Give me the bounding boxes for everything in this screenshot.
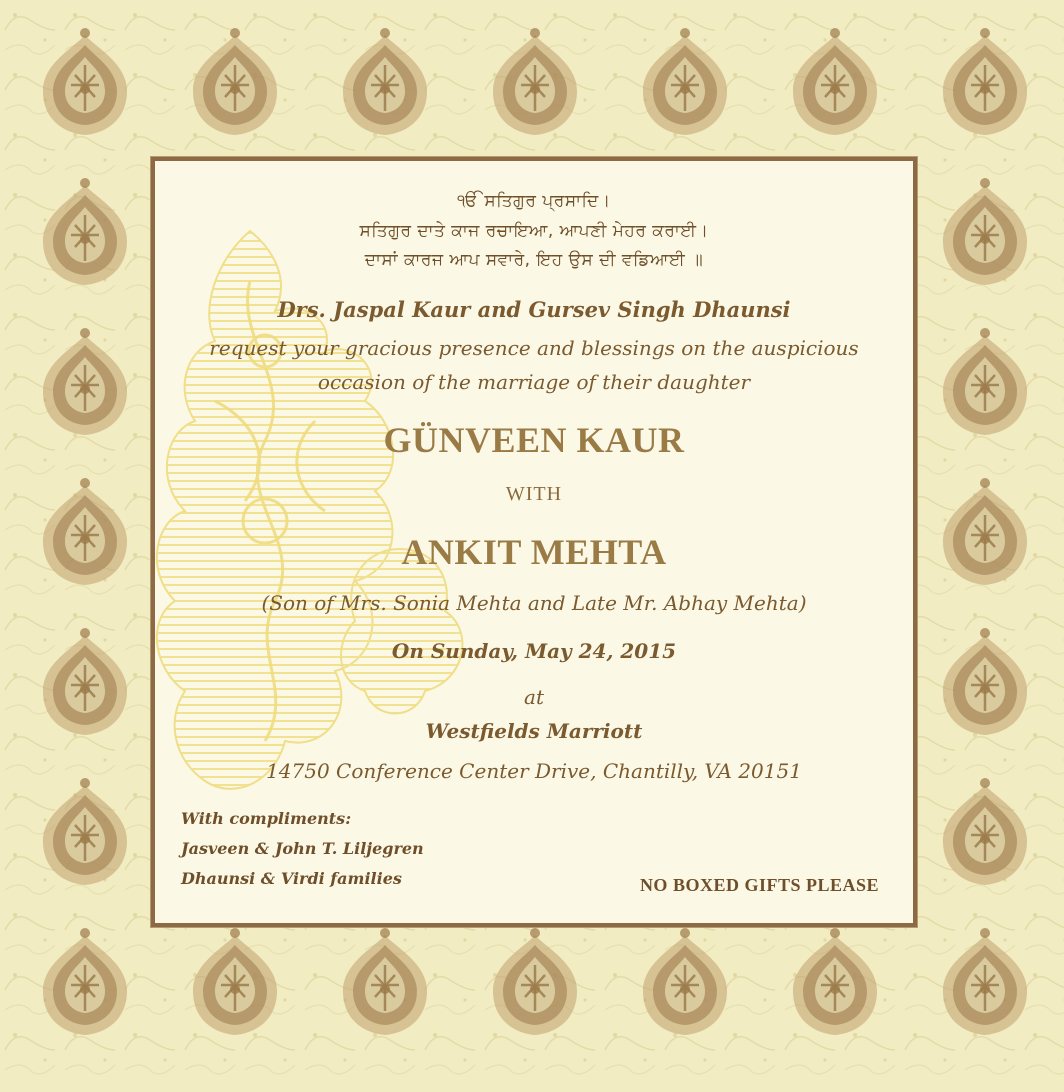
blessing-line-2: ਸਤਿਗੁਰ ਦਾਤੇ ਕਾਜ ਰਚਾਇਆ, ਆਪਣੀ ਮੇਹਰ ਕਰਾਈ। xyxy=(359,221,709,241)
request-line-1: request your gracious presence and blessings on the auspicious xyxy=(209,336,859,360)
blessing-line-1: ੴ ਸਤਿਗੁਰ ਪ੍ਰਸਾਦਿ। xyxy=(457,191,611,211)
bride-name: GÜNVEEN KAUR xyxy=(383,420,685,460)
groom-name: ANKIT MEHTA xyxy=(401,532,667,572)
at-word: at xyxy=(524,685,544,709)
event-date: On Sunday, May 24, 2015 xyxy=(391,639,677,663)
no-boxed-gifts-note: NO BOXED GIFTS PLEASE xyxy=(639,875,879,895)
invitation-card xyxy=(151,157,917,927)
compliments-line-1: Jasveen & John T. Liljegren xyxy=(181,839,424,858)
blessing-line-3: ਦਾਸਾਂ ਕਾਰਜ ਆਪ ਸਵਾਰੇ, ਇਹ ਉਸ ਦੀ ਵਡਿਆਈ ॥ xyxy=(364,250,704,270)
venue-address: 14750 Conference Center Drive, Chantilly, VA 20151 xyxy=(266,759,802,783)
compliments-line-2: Dhaunsi & Virdi families xyxy=(181,869,402,888)
compliments-heading: With compliments: xyxy=(181,809,352,828)
with-word: WITH xyxy=(505,483,563,505)
hosts-line: Drs. Jaspal Kaur and Gursev Singh Dhaunsi xyxy=(277,297,791,322)
request-line-2: occasion of the marriage of their daughter xyxy=(317,370,751,394)
venue-name: Westfields Marriott xyxy=(425,719,643,743)
groom-parents: (Son of Mrs. Sonia Mehta and Late Mr. Abhay Mehta) xyxy=(261,591,807,615)
